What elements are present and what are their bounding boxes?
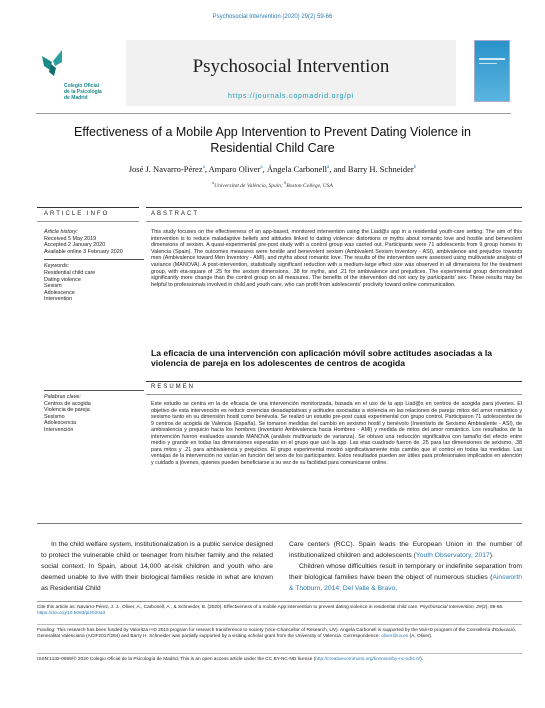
issn-license-note: ISSN:1132-0559/© 2020 Colegio Oficial de la Psicología de Madrid. This is an open access article under the CC BY-NC-ND license (http://creativecommons.org/licenses/by-nc-nd/4.0/).	[37, 657, 423, 662]
doi-link[interactable]: https://doi.org/10.5093/pi2020a3	[37, 611, 106, 617]
body-column-right: Care centers (RCC). Spain leads the European Union in the number of institutionalized children and adolescents (Youth Observatory, 2017). Children whose difficulties result in temporary or indefinite separation from their biological families have been the object of numerous studies (Ainsworth & Thoburn, 2014; Del Valle & Bravo,	[289, 541, 522, 592]
masthead-divider	[36, 113, 511, 114]
abstract-rule-bottom	[146, 221, 522, 222]
correspondence-email-link[interactable]: oliver@uv.es	[381, 634, 409, 640]
body-divider	[37, 523, 522, 524]
masthead	[36, 34, 511, 110]
keyword-item: Intervention	[44, 296, 73, 303]
butterfly-logo-icon	[40, 48, 66, 78]
footer-divider-2	[37, 624, 522, 625]
keyword-item: Sexism	[44, 283, 62, 290]
keyword-item: Centros de acogida	[44, 400, 91, 407]
abstract-text: This study focuses on the effectiveness of an app-based, monitored intervention using the Liad@s app in a residential youth-care setting. The aim of this intervention is to reduce maladaptive beliefs and attitudes linked to dating violence: distortions or myths about romantic love and hostile and benevolent dimensions of sexism. A quasi-experimental pre-post study with a control group was carried out. Participants were 71 adolescents from 9 group homes in Valencia (Spain). The outcomes measures were hostile and benevolent sexism (Ambivalent Sexism Inventory - ASI), ambivalence and prejudice towards men (Ambivalence toward Men Inventory - AMI), and myths about romantic love. The results of the intervention were assessed using multivariate analysis of variance (MANOVA). A post-intervention, statistically significant reduction with a medium-large effect size was observed in all dimensions for the treatment group, with eta-square of .25 for the sexism dimensions, .38 for myths, and .21 for ambivalence and prejudices. The experimental group demonstrated significantly more change than the control group on all measures. The benefits of the intervention did not vary by participants' sex. These results may be helpful to professionals involved in child and youth care, who can profit from adolescents' proclivity toward online communication.	[151, 229, 522, 288]
palabras-clave: Palabras clave: Centros de acogida Violencia de pareja Sexismo Adolescencia Intervención	[44, 390, 144, 434]
journal-title: Psychosocial Intervention	[192, 56, 390, 77]
footer-divider	[37, 601, 522, 602]
article-info-rule	[37, 207, 139, 208]
citation-link[interactable]: Ainsworth & Thoburn, 2014; Del Valle & Bravo,	[289, 573, 522, 592]
abstract-rule	[146, 207, 522, 208]
resumen-rule	[146, 381, 522, 382]
article-info-heading: ARTICLE INFO	[44, 211, 110, 217]
masthead-banner	[126, 40, 456, 106]
keyword-item: Adolescence	[44, 289, 75, 296]
keyword-item: Residential child care	[44, 269, 96, 276]
resumen-rule-bottom	[146, 394, 522, 395]
journal-cover-thumbnail	[474, 40, 510, 102]
author-name: Amparo Oliver	[208, 164, 261, 174]
funding-note: Funding: This research has been funded by Valoritza I+D 2015 program for research transference to society (Vice-Chancellor of Research, UV). Angela Carbonell is supported by the Vali+D program of the Conselleria d'Educació, Generalitat Valenciana (ACIF2017/284) and Barry H. Schneider was partially supported by a visiting scholar grant from the University of Valencia. Correspondence: oliver@uv.es (A. Oliver).	[37, 628, 516, 640]
citation-note: Cite this article as: Navarro-Pérez, J. J., Oliver, A., Carbonell, A., & Schneider, B. (2020). Effectiveness of a mobile App intervention to prevent dating violence in residential child care. Psychosocial Intervention, 29(2), 59-66. https://doi.org/10.5093/pi2020a3	[37, 605, 504, 617]
citation-link[interactable]: Youth Observatory, 2017	[415, 551, 490, 559]
keyword-list	[44, 270, 144, 303]
keyword-item: Intervención	[44, 426, 74, 433]
keyword-item: Adolescencia	[44, 420, 77, 427]
journal-reference: Psychosocial Intervention (2020) 29(2) 59-66	[212, 14, 333, 20]
publisher-logo-text: Colegio Oficial de la Psicología de Madrid	[64, 83, 102, 101]
palabras-list	[44, 401, 144, 434]
article-title: Effectiveness of a Mobile App Intervention to Prevent Dating Violence in Residential Child Care	[73, 125, 471, 155]
footer-divider-3	[37, 653, 522, 654]
license-link[interactable]: http://creativecommons.org/licenses/by-nc-nd/4.0/	[315, 657, 421, 662]
publisher-logo	[40, 48, 110, 101]
author-name: Ángela Carbonell	[266, 164, 328, 174]
article-info-rule-bottom	[37, 221, 139, 222]
resumen-heading: RESUMEN	[151, 384, 196, 390]
body-column-left: In the child welfare system, institutionalization is a public service designed to protect the vulnerable child or teenager from his/her family and the related social context. In Spain, about 14,000 at-risk children and youth who are deemed unable to live with their biological families reside in what are known as Residential Child	[41, 541, 273, 592]
author-name: Barry H. Schneider	[347, 164, 414, 174]
keyword-item: Sexismo	[44, 413, 65, 420]
spanish-title: La eficacia de una intervención con aplicación móvil sobre actitudes asociadas a la violencia de pareja en los adolescentes de centros de acogida	[151, 348, 493, 368]
resumen-text: Este estudio se centra en la de eficacia de una intervención monitorizada, basada en el uso de la app Liad@s en centros de acogida para jóvenes. El objetivo de esta intervención es reducir creencias desadaptativas y actitudes asociadas a violencia en las relaciones de pareja: mitos del amor romántico y sexismo tanto en su dimensión hostil como benévola. Se realizó un estudio pre-post cuasi experimental con grupo control. Participaron 71 adolescentes de 9 centros de acogida de Valencia (España). Se tomaron medidas del cambio en sexismo hostil y benévolo (Inventario de Sexismo Ambivalente - ASI), de ambivalencia y prejuicio hacia los hombres (Inventario Ambivalencia hacia Hombres - AMI) y medida de mitos del amor romántico. Los resultados de la intervención fueron evaluados usando MANOVA (análisis multivariado de varianza). Se obtuvo una reducción significativa con tamaño del efecto entre medio y grande en todas las dimensiones esperadas en el grupo que usó la app. Las etas cuadrado fueron de .25 para las dimensiones de sexismo, .38 para mitos y .21 para ambivalencia y prejuicios. El grupo experimental mostró significativamente más cambio que el control en todas las medidas. Las ventajas de la intervención no varían en función del sexo de los participantes. Estos resultados pueden ser útiles para profesionales implicados en atención y cuidado a jóvenes, quienes pueden beneficiarse a su vez de su facilidad para comunicarse online.	[151, 401, 522, 466]
abstract-heading: ABSTRACT	[151, 211, 200, 217]
keyword-item: Dating violence	[44, 276, 81, 283]
article-history: Article history: Received 5 May 2019 Accepted 2 January 2020 Available online 3 February 2020 Keywords: Residential child care Dating violence Sexism Adolescence Intervention	[44, 229, 144, 303]
author-name: José J. Navarro-Pérez	[128, 164, 203, 174]
keyword-item: Violencia de pareja	[44, 407, 90, 414]
affiliations: $^a$Universitat de València, Spain; $^b$Boston College, USA	[212, 180, 333, 189]
journal-url-link[interactable]: https://journals.copmadrid.org/pi	[227, 93, 354, 100]
author-list: José J. Navarro-Pérez$^a$, Amparo Oliver$^a$, Ángela Carbonell$^a$, and Barry H. Schneider$^b$	[128, 164, 417, 174]
